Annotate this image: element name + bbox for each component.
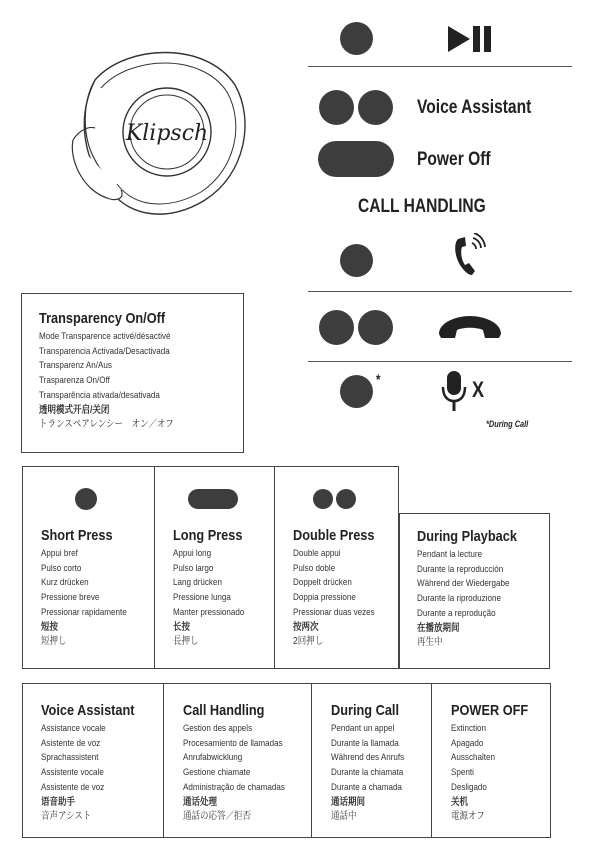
ringing-phone-icon xyxy=(452,233,486,277)
call-handling-line: Gestione chiamate xyxy=(183,767,251,779)
short-press-box xyxy=(22,466,155,669)
voice-assistant-box xyxy=(22,683,164,838)
during-playback-line: Während der Wiedergabe xyxy=(417,578,510,590)
microphone-mute-icon xyxy=(441,370,467,412)
long-press-box xyxy=(154,466,275,669)
call-handling-line: Procesamiento de llamadas xyxy=(183,737,283,749)
divider-1 xyxy=(308,66,572,67)
call-handling-heading: CALL HANDLING xyxy=(358,196,486,217)
mute-x-label: X xyxy=(472,377,485,402)
voice-assistant-title: Voice Assistant xyxy=(41,702,135,719)
transparency-line-it: Trasparenza On/Off xyxy=(39,375,110,387)
during-playback-line: Pendant la lecture xyxy=(417,549,483,560)
long-press-pill xyxy=(318,141,394,177)
long-press-line: Lang drücken xyxy=(173,577,222,589)
call-single-dot xyxy=(340,244,373,277)
double-press-icon-right xyxy=(336,489,356,509)
earbud-illustration xyxy=(55,40,255,220)
power-off-line: Spenti xyxy=(451,767,474,779)
transparency-line-ja: トランスペアレンシー オン／オフ xyxy=(39,419,174,431)
call-handling-line: 通话处理 xyxy=(183,796,217,808)
short-press-line: Pressione breve xyxy=(41,592,100,604)
transparency-line-fr: Mode Transparence activé/désactivé xyxy=(39,331,171,342)
during-playback-line: Durante a reprodução xyxy=(417,607,496,619)
voice-assistant-line: Assistance vocale xyxy=(41,723,106,734)
during-playback-title: During Playback xyxy=(417,528,517,545)
during-call-line: Während des Anrufs xyxy=(331,752,405,764)
double-press-line: Doppia pressione xyxy=(293,592,356,604)
during-call-line: Durante la llamada xyxy=(331,737,399,749)
during-playback-line: Durante la riproduzione xyxy=(417,593,501,605)
voice-assistant-line: Assistente de voz xyxy=(41,781,105,793)
divider-3 xyxy=(308,361,572,362)
power-off-label: Power Off xyxy=(417,149,491,170)
double-dot-left xyxy=(319,90,354,125)
transparency-line-es: Transparencia Activada/Desactivada xyxy=(39,345,170,357)
voice-assistant-line: 音声アシスト xyxy=(41,811,92,823)
power-off-line: Apagado xyxy=(451,737,484,749)
long-press-line: Pressione lunga xyxy=(173,592,231,604)
double-press-line: 按两次 xyxy=(293,621,319,633)
transparency-line-de: Transparenz An/Aus xyxy=(39,360,112,372)
double-press-title: Double Press xyxy=(293,527,375,544)
double-press-line: Pulso doble xyxy=(293,562,336,574)
long-press-icon xyxy=(188,489,238,509)
short-press-line: Pulso corto xyxy=(41,562,82,574)
during-call-line: Pendant un appel xyxy=(331,723,395,734)
during-playback-line: Durante la reproducción xyxy=(417,563,504,575)
divider-2 xyxy=(308,291,572,292)
long-press-line: Appui long xyxy=(173,548,212,559)
power-off-line: Extinction xyxy=(451,723,487,734)
voice-assistant-line: Asistente de voz xyxy=(41,737,101,749)
call-handling-line: Anrufabwicklung xyxy=(183,752,243,764)
long-press-line: Pulso largo xyxy=(173,562,214,574)
double-press-icon-left xyxy=(313,489,333,509)
double-press-line: Doppelt drücken xyxy=(293,577,352,589)
call-double-dot-right xyxy=(358,310,393,345)
long-press-line: 长按 xyxy=(173,621,190,633)
call-double-dot-left xyxy=(319,310,354,345)
call-handling-title: Call Handling xyxy=(183,702,265,719)
during-call-line: 通话期间 xyxy=(331,796,365,808)
short-press-icon xyxy=(75,488,97,510)
during-playback-box xyxy=(399,513,550,669)
during-call-line: Durante a chamada xyxy=(331,781,402,793)
during-call-box xyxy=(311,683,432,838)
short-press-line: Appui bref xyxy=(41,548,78,559)
short-press-line: 短押し xyxy=(41,636,67,648)
during-call-note: *During Call xyxy=(486,419,529,429)
voice-assistant-label: Voice Assistant xyxy=(417,97,532,118)
single-press-dot xyxy=(340,22,373,55)
power-off-line: 关机 xyxy=(451,796,468,808)
during-call-line: Durante la chiamata xyxy=(331,767,404,779)
during-playback-line: 再生中 xyxy=(417,637,443,649)
short-press-line: Kurz drücken xyxy=(41,577,89,589)
during-call-line: 通話中 xyxy=(331,811,357,823)
double-press-line: 2回押し xyxy=(293,636,324,648)
short-press-line: Pressionar rapidamente xyxy=(41,606,127,618)
double-press-line: Pressionar duas vezes xyxy=(293,606,375,618)
short-press-title: Short Press xyxy=(41,527,113,544)
power-off-line: Ausschalten xyxy=(451,752,496,764)
asterisk-mark: * xyxy=(376,371,381,387)
double-press-line: Double appui xyxy=(293,548,341,559)
transparency-line-zh: 透明模式开启/关闭 xyxy=(39,404,110,416)
power-off-box xyxy=(431,683,551,838)
play-pause-icon xyxy=(446,24,494,54)
hang-up-icon xyxy=(437,314,503,340)
power-off-title: POWER OFF xyxy=(451,702,529,719)
voice-assistant-line: Sprachassistent xyxy=(41,752,99,764)
double-press-box xyxy=(274,466,399,669)
during-call-title: During Call xyxy=(331,702,400,719)
short-press-line: 短按 xyxy=(41,621,58,633)
voice-assistant-line: 语音助手 xyxy=(41,796,75,808)
transparency-box xyxy=(21,293,244,453)
transparency-title: Transparency On/Off xyxy=(39,310,166,327)
voice-assistant-line: Assistente vocale xyxy=(41,767,104,779)
double-dot-right xyxy=(358,90,393,125)
call-handling-line: Administração de chamadas xyxy=(183,781,285,793)
call-mute-dot xyxy=(340,375,373,408)
long-press-title: Long Press xyxy=(173,527,243,544)
transparency-line-pt: Transparência ativada/desativada xyxy=(39,389,160,401)
call-handling-box xyxy=(163,683,312,838)
long-press-line: 長押し xyxy=(173,636,199,648)
power-off-line: 電源オフ xyxy=(451,811,485,823)
call-handling-line: 通話の応答／拒否 xyxy=(183,811,251,823)
power-off-line: Desligado xyxy=(451,781,487,793)
call-handling-line: Gestion des appels xyxy=(183,723,253,734)
long-press-line: Manter pressionado xyxy=(173,606,245,618)
klipsch-logo: Klipsch xyxy=(125,121,209,146)
during-playback-line: 在播放期间 xyxy=(417,622,460,634)
